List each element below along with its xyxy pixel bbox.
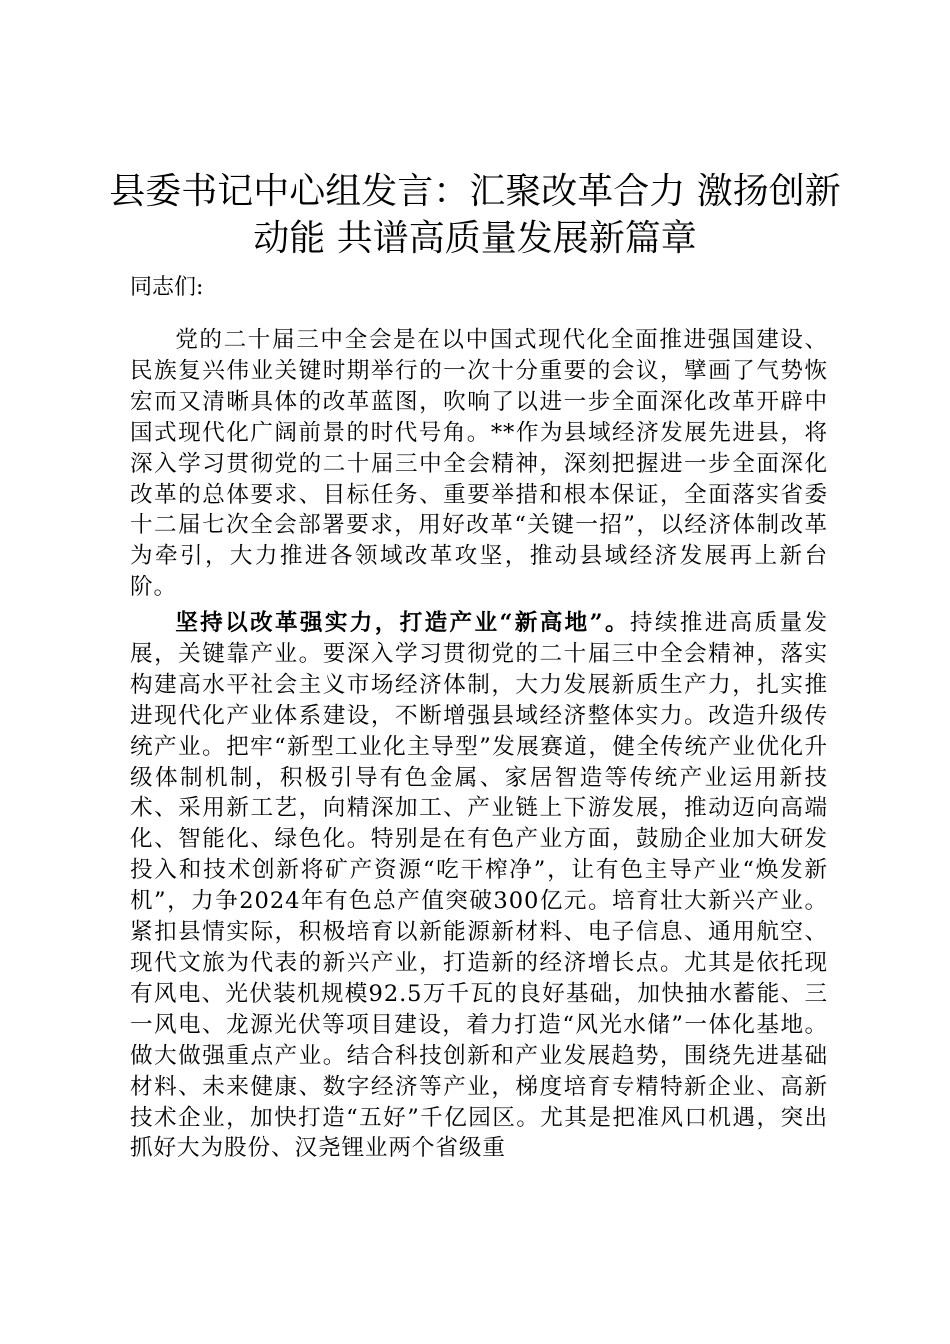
paragraph-text: 持续推进高质量发展，关键靠产业。要深入学习贯彻党的二十届三中全会精神，落实构建高水平社会主义市场经济体制，大力发展新质生产力，扎实推进现代化产业体系建设，不断增强县域经济整体实力。改造升级传统产业。把牢“新型工业化主导型”发展赛道，健全传统产业优化升级体制机制，积极引导有色金属、家居智造等传统产业运用新技术、采用新工艺，向精深加工、产业链上下游发展，推动迈向高端化、智能化、绿色化。特别是在有色产业方面，鼓励企业加大研发投入和技术创新将矿产资源“吃干榨净”，让有色主导产业“焕发新机”，力争2024年有色总产值突破300亿元。培育壮大新兴产业。紧扣县情实际，积极培育以新能源新材料、电子信息、通用航空、现代文旅为代表的新兴产业，打造新的经济增长点。尤其是依托现有风电、光伏装机规模92.5万千瓦的良好基础，加快抽水蓄能、三一风电、龙源光伏等项目建设，着力打造“风光水储”一体化基地。做大做强重点产业。结合科技创新和产业发展趋势，围绕先进基础材料、未来健康、数字经济等产业，梯度培育专精特新企业、高新技术企业，加快打造“五好”千亿园区。尤其是把准风口机遇，突出抓好大为股份、汉尧锂业两个省级重 xyxy=(130,610,828,1162)
salutation: 同志们: xyxy=(130,275,204,300)
paragraph-text: 党的二十届三中全会是在以中国式现代化全面推进强国建设、民族复兴伟业关键时期举行的一次十分重要的会议，擘画了气势恢宏而又清晰具体的改革蓝图，吹响了以进一步全面深化改革开辟中国式现代化广阔前景的时代号角。**作为县域经济发展先进县，将深入学习贯彻党的二十届三中全会精神，深刻把握进一步全面深化改革的总体要求、目标任务、重要举措和根本保证，全面落实省委十二届七次全会部署要求，用好改革“关键一招”，以经济体制改革为牵引，大力推进各领域改革攻坚，推动县域经济发展再上新台阶。 xyxy=(130,327,828,601)
document-title: 县委书记中心组发言：汇聚改革合力 激扬创新动能 共谱高质量发展新篇章 xyxy=(109,171,841,259)
paragraph-industry xyxy=(130,608,828,1164)
paragraph-intro xyxy=(130,325,828,603)
paragraph-heading: 坚持以改革强实力，打造产业“新高地”。 xyxy=(175,610,630,636)
